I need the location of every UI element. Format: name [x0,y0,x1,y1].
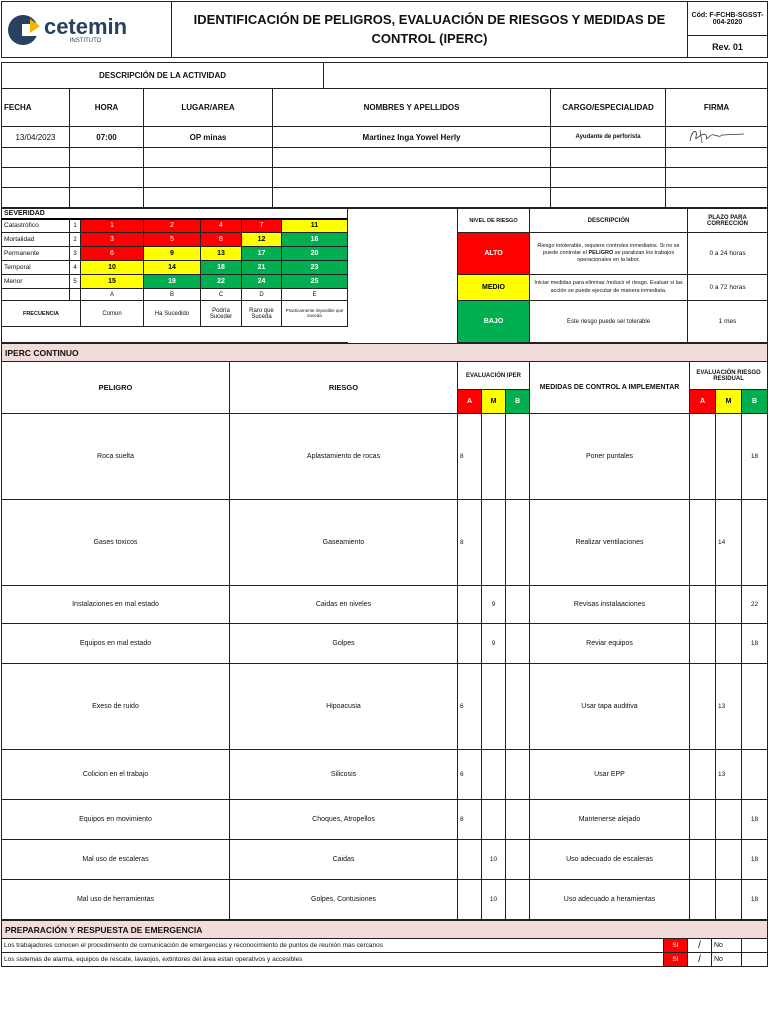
activity-label: DESCRIPCIÓN DE LA ACTIVIDAD [2,63,324,89]
residual-b-cell[interactable]: 18 [742,880,768,920]
iperc-row [2,750,768,800]
residual-m-cell[interactable]: 13 [716,664,742,750]
emergency-section-title: PREPARACIÓN Y RESPUESTA DE EMERGENCIA [2,921,768,939]
plazo-header: PLAZO PARA CORRECCIÓN [688,209,768,233]
hora-value[interactable]: 07:00 [70,127,144,148]
matrix-cell: 10 [81,261,144,275]
option-separator: / [688,953,712,967]
si-option[interactable]: SI [664,939,688,953]
frequency-name: Comun [81,301,144,327]
residual-b-cell[interactable]: 22 [742,586,768,624]
matrix-cell: 3 [81,233,144,247]
riesgo-cell[interactable]: Caidas en niveles [230,586,458,624]
activity-info-table [1,62,768,208]
iperc-row [2,624,768,664]
info-row-empty [2,148,768,168]
matrix-cell: 5 [144,233,201,247]
emergency-item: Los sistemas de alarma, equipos de rescate, lavaojos, extintores del área estan operativos y accesibles [2,953,664,967]
riesgo-cell[interactable]: Gaseamiento [230,500,458,586]
matrix-cell: 13 [201,247,242,261]
level-alto-plazo: 0 a 24 horas [688,233,768,275]
eval-b-cell[interactable] [506,500,530,586]
riesgo-cell[interactable]: Golpes, Contusiones [230,880,458,920]
residual-b-cell[interactable]: 18 [742,800,768,840]
matrix-cell: 24 [242,275,282,289]
residual-m-cell[interactable] [716,800,742,840]
peligro-cell[interactable]: Exeso de ruido [2,664,230,750]
severity-name: Mortalidad [2,233,70,247]
emergency-item: Los trabajadores conocen el procedimiento de comunicación de emergencias y reconocimiento de puntos de reunión mas cercanos [2,939,664,953]
info-row-empty [2,188,768,208]
eval-b-cell[interactable] [506,586,530,624]
matrix-cell: 1 [81,219,144,233]
medida-cell[interactable]: Revisas instalaaciones [530,586,690,624]
iperc-row [2,500,768,586]
residual-a-cell[interactable] [690,586,716,624]
riesgo-cell[interactable]: Caidas [230,840,458,880]
severity-name: Permanente [2,247,70,261]
severity-number: 5 [70,275,81,289]
peligro-header: PELIGRO [2,362,230,414]
eval-m: M [482,390,506,414]
frequency-letter: D [242,289,282,301]
frequency-letter: C [201,289,242,301]
eval-m-cell[interactable]: 10 [482,880,506,920]
medidas-header: MEDIDAS DE CONTROL A IMPLEMENTAR [530,362,690,414]
descripcion-header: DESCRIPCIÓN [530,209,688,233]
col-lugar: LUGAR/AREA [144,89,273,127]
medida-cell[interactable]: Uso adecuado a heramientas [530,880,690,920]
peligro-cell[interactable]: Gases toxicos [2,500,230,586]
iperc-row [2,880,768,920]
riesgo-cell[interactable]: Hipoacusia [230,664,458,750]
matrix-cell: 15 [81,275,144,289]
level-medio-desc: Iniciar medidas para eliminar /reducir el riesgo. Evaluar si las acción se puede ejecutar de manera inmediata. [530,275,688,301]
residual-a-cell[interactable] [690,840,716,880]
residual-a: A [690,390,716,414]
eval-a-cell[interactable]: 8 [458,500,482,586]
matrix-cell: 12 [242,233,282,247]
riesgo-cell[interactable]: Golpes [230,624,458,664]
col-hora: HORA [70,89,144,127]
iperc-row [2,800,768,840]
level-bajo: BAJO [458,301,530,343]
matrix-cell: 4 [201,219,242,233]
residual-m: M [716,390,742,414]
option-separator: / [688,939,712,953]
residual-b-cell[interactable]: 18 [742,624,768,664]
matrix-cell: 21 [242,261,282,275]
level-medio-plazo: 0 a 72 horas [688,275,768,301]
level-alto: ALTO [458,233,530,275]
residual-b-cell[interactable]: 18 [742,840,768,880]
severity-name: Catastrófico [2,219,70,233]
frequency-letter: B [144,289,201,301]
iperc-row [2,840,768,880]
eval-b: B [506,390,530,414]
residual-a-cell[interactable] [690,414,716,500]
medida-cell[interactable]: Poner puntales [530,414,690,500]
eval-a-cell[interactable] [458,840,482,880]
eval-m-cell[interactable] [482,664,506,750]
residual-b-cell[interactable] [742,750,768,800]
eval-iper-header: EVALUACIÓN IPER [458,362,530,390]
residual-a-cell[interactable] [690,880,716,920]
matrix-cell: 8 [201,233,242,247]
iperc-row [2,664,768,750]
peligro-cell[interactable]: Equipos en movimiento [2,800,230,840]
matrix-cell: 22 [201,275,242,289]
level-medio: MEDIO [458,275,530,301]
document-code: Cód: F-FCHB-SGSST-004-2020 [688,2,768,36]
level-bajo-desc: Este riesgo puede ser tolerable [530,301,688,343]
matrix-cell: 11 [282,219,348,233]
eval-m-cell[interactable] [482,800,506,840]
level-alto-desc: Riesgo intolerable, requiere controles inmediatos. Si no se puede controlar el PELIGRO se paralizan los trabajos operacionales en la labor. [530,233,688,275]
matrix-cell: 6 [81,247,144,261]
info-row-empty [2,168,768,188]
frequency-name: Ha Sucedido [144,301,201,327]
residual-b-cell[interactable]: 18 [742,414,768,500]
peligro-cell[interactable]: Mal uso de escaleras [2,840,230,880]
medida-cell[interactable]: Usar EPP [530,750,690,800]
riesgo-cell[interactable]: Silicosis [230,750,458,800]
matrix-cell: 2 [144,219,201,233]
eval-a-cell[interactable]: 8 [458,414,482,500]
eval-a-cell[interactable] [458,586,482,624]
residual-a-cell[interactable] [690,664,716,750]
peligro-cell[interactable]: Equipos en mal estado [2,624,230,664]
iperc-row [2,414,768,500]
frequency-name: Practicamente imposible que suceda [282,301,348,327]
eval-a-cell[interactable] [458,880,482,920]
col-nombres: NOMBRES Y APELLIDOS [273,89,551,127]
logo-text: cetemin [43,13,128,39]
peligro-cell[interactable]: Roca suelta [2,414,230,500]
residual-a-cell[interactable] [690,800,716,840]
iperc-row [2,586,768,624]
matrix-cell: 19 [144,275,201,289]
eval-a-cell[interactable]: 8 [458,800,482,840]
medida-cell[interactable]: Mantenerse alejado [530,800,690,840]
residual-a-cell[interactable] [690,750,716,800]
peligro-cell[interactable]: Mal uso de herramientas [2,880,230,920]
peligro-cell[interactable]: Instalaciones en mal estado [2,586,230,624]
matrix-cell: 7 [242,219,282,233]
peligro-cell[interactable]: Colicion en el trabajo [2,750,230,800]
eval-m-cell[interactable]: 9 [482,624,506,664]
residual-m-cell[interactable] [716,414,742,500]
eval-m-cell[interactable] [482,500,506,586]
riesgo-cell[interactable]: Aplastamiento de rocas [230,414,458,500]
severity-number: 1 [70,219,81,233]
document-header [1,1,768,58]
lugar-value[interactable]: OP minas [144,127,273,148]
frequency-letter: E [282,289,348,301]
medida-cell[interactable]: Realizar ventilaciones [530,500,690,586]
matrix-cell: 23 [282,261,348,275]
no-option[interactable]: No [712,953,742,967]
iperc-table [1,343,768,920]
col-firma: FIRMA [666,89,768,127]
matrix-cell: 16 [282,233,348,247]
col-fecha: FECHA [2,89,70,127]
severity-name: Menor [2,275,70,289]
eval-m-cell[interactable]: 10 [482,840,506,880]
logo-subtext: INSTITUTO [69,37,102,44]
severity-number: 2 [70,233,81,247]
residual-a-cell[interactable] [690,500,716,586]
activity-value[interactable] [324,63,768,89]
eval-a-cell[interactable]: 6 [458,750,482,800]
si-option[interactable]: SI [664,953,688,967]
document-revision: Rev. 01 [688,36,768,58]
matrix-cell: 14 [144,261,201,275]
eval-a: A [458,390,482,414]
medida-cell[interactable]: Reviar equipos [530,624,690,664]
frequency-label: FRECUENCIA [2,301,81,327]
eval-b-cell[interactable] [506,880,530,920]
eval-b-cell[interactable] [506,750,530,800]
nombre-value[interactable]: Martinez Inga Yowel Herly [273,127,551,148]
riesgo-header: RIESGO [230,362,458,414]
risk-matrix-section [1,208,768,343]
nivel-riesgo-header: NIVEL DE RIESGO [458,209,530,233]
signature [666,127,768,148]
eval-b-cell[interactable] [506,624,530,664]
residual-b-cell[interactable] [742,500,768,586]
severity-label: SEVERIDAD [2,209,348,219]
iperc-rows [2,414,768,920]
eval-b-cell[interactable] [506,800,530,840]
eval-a-cell[interactable]: 6 [458,664,482,750]
matrix-cell: 25 [282,275,348,289]
residual-m-cell[interactable] [716,624,742,664]
iperc-section-title: IPERC CONTINUO [2,344,768,362]
matrix-cell: 17 [242,247,282,261]
eval-m-cell[interactable] [482,414,506,500]
eval-m-cell[interactable] [482,750,506,800]
residual-b-cell[interactable] [742,664,768,750]
matrix-cell: 20 [282,247,348,261]
severity-name: Temporal [2,261,70,275]
medida-cell[interactable]: Uso adecuado de escaleras [530,840,690,880]
residual-m-cell[interactable] [716,586,742,624]
residual-m-cell[interactable]: 13 [716,750,742,800]
residual-m-cell[interactable] [716,880,742,920]
fecha-value[interactable]: 13/04/2023 [2,127,70,148]
residual-b: B [742,390,768,414]
signature-icon [682,127,752,145]
residual-m-cell[interactable] [716,840,742,880]
no-option[interactable]: No [712,939,742,953]
severity-number: 3 [70,247,81,261]
severity-number: 4 [70,261,81,275]
medida-cell[interactable]: Usar tapa auditiva [530,664,690,750]
eval-b-cell[interactable] [506,664,530,750]
eval-b-cell[interactable] [506,840,530,880]
riesgo-cell[interactable]: Choques, Atropellos [230,800,458,840]
matrix-cell: 18 [201,261,242,275]
residual-header: EVALUACIÓN RIESGO RESIDUAL [690,362,768,390]
frequency-letter: A [81,289,144,301]
col-cargo: CARGO/ESPECIALIDAD [551,89,666,127]
residual-m-cell[interactable]: 14 [716,500,742,586]
level-bajo-plazo: 1 mes [688,301,768,343]
matrix-cell: 9 [144,247,201,261]
eval-b-cell[interactable] [506,414,530,500]
eval-a-cell[interactable] [458,624,482,664]
frequency-name: Raro que Suceda [242,301,282,327]
emergency-table [1,920,768,967]
eval-m-cell[interactable]: 9 [482,586,506,624]
frequency-name: Podría Suceder [201,301,242,327]
cargo-value[interactable]: Ayudante de perforista [551,127,666,148]
residual-a-cell[interactable] [690,624,716,664]
logo [2,2,172,58]
document-title: IDENTIFICACIÓN DE PELIGROS, EVALUACIÓN DE RIESGOS Y MEDIDAS DE CONTROL (IPERC) [172,2,688,58]
